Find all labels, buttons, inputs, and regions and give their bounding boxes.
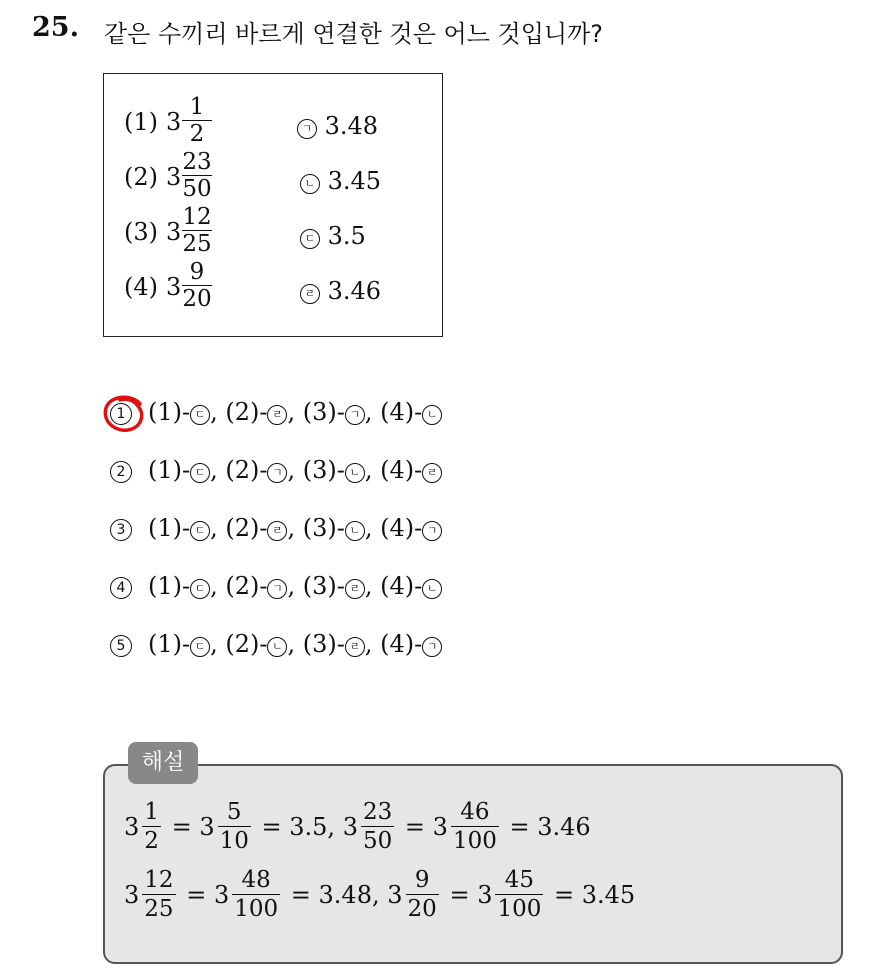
jamo-circle-marker: ㄴ [267, 637, 287, 657]
fraction [182, 151, 212, 200]
item-label: (3) [124, 218, 158, 246]
numerator: 23 [182, 149, 212, 175]
jamo-circle-marker: ㄴ [345, 463, 365, 483]
jamo-circle-marker: ㄹ [267, 521, 287, 541]
mixed-whole: 3 [432, 812, 448, 841]
fraction [182, 96, 212, 145]
pair-item-label: (3) [302, 630, 337, 658]
choice-number: 5 [110, 635, 132, 657]
decimal-value: 3.5 [327, 222, 366, 250]
pair-item-label: (4) [380, 572, 415, 600]
numerator: 1 [189, 94, 205, 120]
jamo-circle-marker: ㄱ [267, 463, 287, 483]
mixed-whole: 3 [199, 812, 215, 841]
match-row [124, 96, 424, 146]
denominator: 20 [182, 286, 212, 312]
denominator: 25 [182, 231, 212, 257]
mixed-whole: 3 [124, 880, 140, 909]
jamo-circle-marker: ㄱ [422, 637, 442, 657]
fraction: $\frac{48}{100}$ [234, 867, 279, 922]
jamo-circle-marker: ㄷ [190, 579, 210, 599]
jamo-circle-marker: ㄴ [345, 521, 365, 541]
choice-number: 3 [110, 519, 132, 541]
item-label: (4) [124, 273, 158, 301]
decimal-item [300, 277, 381, 305]
jamo-circle-marker: ㄹ [267, 405, 287, 425]
match-row [124, 206, 424, 256]
denominator: 50 [182, 176, 212, 202]
jamo-circle-marker: ㄱ [267, 579, 287, 599]
pair-item-label: (3) [302, 456, 337, 484]
jamo-circle-marker: ㄴ [300, 174, 320, 194]
pair-item-label: (2) [225, 456, 260, 484]
pair-item-label: (1) [148, 456, 182, 484]
pair-item-label: (4) [380, 630, 415, 658]
decimal-result: = 3.46 [509, 812, 591, 841]
pair-item-label: (1) [148, 630, 182, 658]
explanation-line-2 [124, 868, 635, 928]
denominator: 2 [189, 121, 205, 147]
pair-item-label: (3) [302, 572, 337, 600]
jamo-circle-marker: ㄹ [422, 463, 442, 483]
answer-choice-1[interactable]: 1 (1)- ㄷ , (2)- ㄹ , (3)- ㄱ , (4)- ㄴ [110, 398, 442, 426]
choice-number: 1 [110, 403, 132, 425]
mixed-whole: 3 [477, 880, 493, 909]
equals-sign: = [449, 880, 470, 909]
jamo-circle-marker: ㄱ [422, 521, 442, 541]
jamo-circle-marker: ㄷ [190, 405, 210, 425]
answer-choice-4[interactable]: 4 (1)- ㄷ , (2)- ㄱ , (3)- ㄹ , (4)- ㄴ [110, 572, 442, 600]
decimal-value: 3.48 [324, 112, 379, 140]
fraction: $\frac{5}{10}$ [219, 799, 249, 854]
pair-item-label: (2) [225, 514, 260, 542]
match-box [103, 73, 443, 337]
answer-choice-3[interactable]: 3 (1)- ㄷ , (2)- ㄹ , (3)- ㄴ , (4)- ㄱ [110, 514, 442, 542]
jamo-circle-marker: ㄷ [190, 521, 210, 541]
mixed-whole: 3 [213, 880, 230, 909]
pair-item-label: (2) [225, 398, 260, 426]
pair-item-label: (4) [380, 456, 415, 484]
mixed-whole: 3 [166, 163, 182, 191]
jamo-circle-marker: ㄴ [422, 579, 442, 599]
decimal-value: 3.45 [327, 167, 382, 195]
fraction: $\frac{23}{50}$ [362, 799, 393, 854]
question-number: 25. [32, 12, 79, 43]
decimal-item [300, 222, 366, 250]
choice-number: 4 [110, 577, 132, 599]
decimal-result: = 3.48, [290, 880, 380, 909]
answer-choice-2[interactable]: 2 (1)- ㄷ , (2)- ㄱ , (3)- ㄴ , (4)- ㄹ [110, 456, 442, 484]
numerator: 12 [182, 204, 212, 230]
decimal-item [297, 112, 378, 140]
jamo-circle-marker: ㄷ [300, 229, 320, 249]
explanation-line-1 [124, 800, 591, 860]
decimal-item [300, 167, 381, 195]
mixed-whole: 3 [166, 273, 182, 301]
mixed-whole: 3 [387, 880, 403, 909]
explanation-box [103, 764, 843, 964]
numerator: 9 [189, 259, 205, 285]
mixed-whole: 3 [124, 812, 140, 841]
jamo-circle-marker: ㄹ [345, 637, 365, 657]
fraction: $\frac{12}{25}$ [144, 867, 174, 922]
pair-item-label: (2) [225, 630, 260, 658]
jamo-circle-marker: ㄹ [345, 579, 365, 599]
jamo-circle-marker: ㄷ [190, 463, 210, 483]
pair-item-label: (1) [148, 572, 182, 600]
fraction [182, 261, 212, 310]
equals-sign: = [186, 880, 207, 909]
pair-item-label: (3) [302, 514, 337, 542]
fraction: $\frac{9}{20}$ [407, 867, 437, 922]
question-text: 같은 수끼리 바르게 연결한 것은 어느 것입니까? [104, 20, 604, 48]
item-label: (1) [124, 108, 158, 136]
jamo-circle-marker: ㄷ [190, 637, 210, 657]
pair-item-label: (1) [148, 398, 182, 426]
decimal-value: 3.46 [327, 277, 382, 305]
selected-answer-circle-icon [102, 394, 146, 434]
fraction [182, 206, 212, 255]
fraction: $\frac{45}{100}$ [497, 867, 542, 922]
decimal-result: = 3.5, [261, 812, 336, 841]
pair-item-label: (2) [225, 572, 260, 600]
explanation-tag: 해설 [128, 742, 198, 784]
answer-choice-5[interactable]: 5 (1)- ㄷ , (2)- ㄴ , (3)- ㄹ , (4)- ㄱ [110, 630, 442, 658]
item-label: (2) [124, 163, 158, 191]
fraction: $\frac{1}{2}$ [144, 799, 159, 854]
pair-item-label: (3) [302, 398, 337, 426]
mixed-whole: 3 [342, 812, 358, 841]
decimal-result: = 3.45 [554, 880, 636, 909]
jamo-circle-marker: ㄹ [300, 284, 320, 304]
mixed-whole: 3 [166, 218, 182, 246]
pair-item-label: (4) [380, 514, 415, 542]
mixed-whole: 3 [166, 108, 182, 136]
jamo-circle-marker: ㄱ [297, 119, 317, 139]
jamo-circle-marker: ㄱ [345, 405, 365, 425]
equals-sign: = [171, 812, 192, 841]
pair-item-label: (1) [148, 514, 182, 542]
pair-item-label: (4) [380, 398, 415, 426]
fraction: $\frac{46}{100}$ [452, 799, 497, 854]
choice-number: 2 [110, 461, 132, 483]
equals-sign: = [404, 812, 426, 841]
jamo-circle-marker: ㄴ [422, 405, 442, 425]
